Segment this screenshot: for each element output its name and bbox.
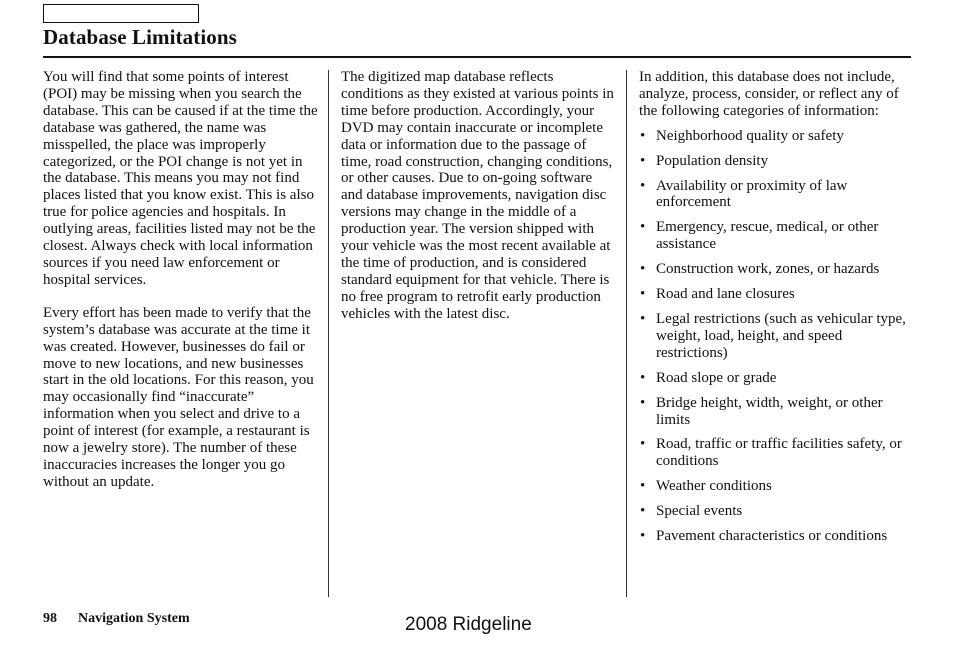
list-item-text: Bridge height, width, weight, or other limits [656,394,883,428]
bullet-icon: • [640,127,646,144]
list-item [639,261,915,278]
list-item [639,436,915,470]
list-item [639,528,915,545]
list-item [639,311,915,362]
footer-model-name: 2008 Ridgeline [405,614,532,635]
paragraph-poi-missing: You will find that some points of interest (POI) may be missing when you search the database. This can be caused if at the time the database was gathered, the name was misspelled, the place was improperly categorized, or the POI change is not yet in the database. This means you may not find places listed that you know exist. This is also true for police agencies and hospitals. In outlying areas, facilities listed may not be the closest. Always check with local information sources if you need law enforcement or hospital services. [43,69,318,288]
paragraph-database-accuracy: Every effort has been made to verify that the system’s database was accurate at the time it was created. However, businesses do fail or move to new locations, and new businesses start in the old locations. For this reason, you may occasionally find “inaccurate” information when you select and drive to a point of interest (for example, a restaurant is now a jewelry store). The number of these inaccuracies increases the longer you go without an update. [43,304,314,490]
column-3 [639,69,915,553]
list-item [639,219,915,253]
list-item [639,503,915,520]
bullet-icon: • [640,369,646,386]
list-item-text: Population density [656,152,769,169]
page-title: Database Limitations [43,25,237,49]
bullet-icon: • [640,436,646,453]
bullet-icon: • [640,478,646,495]
title-divider [43,56,911,58]
bullet-icon: • [640,310,646,327]
list-item-text: Road slope or grade [656,369,777,386]
list-item-text: Weather conditions [656,478,772,495]
list-item-text: Special events [656,503,743,520]
bullet-icon: • [640,503,646,520]
list-item-text: Pavement characteristics or conditions [656,528,888,545]
list-item-text: Road, traffic or traffic facilities safety, or conditions [656,436,902,470]
footer-section-title: Navigation System [78,611,190,626]
bullet-icon: • [640,152,646,169]
list-item-text: Emergency, rescue, medical, or other assistance [656,219,879,253]
column-1 [43,69,323,491]
list-item-text: Neighborhood quality or safety [656,127,844,144]
bullet-icon: • [640,219,646,236]
list-item [639,395,915,429]
list-item-text: Construction work, zones, or hazards [656,261,880,278]
page-number: 98 [43,611,57,626]
list-item [639,286,915,303]
bullet-icon: • [640,177,646,194]
list-item-text: Legal restrictions (such as vehicular type, weight, load, height, and speed restrictions) [656,310,906,361]
list-item-text: Road and lane closures [656,286,795,303]
bullet-icon: • [640,261,646,278]
list-item-text: Availability or proximity of law enforcement [656,177,848,211]
list-item [639,178,915,212]
paragraph-map-database: The digitized map database reflects conditions as they existed at various points in time before production. Accordingly, your DVD may contain inaccurate or incomplete data or information due to the passage of time, road construction, changing conditions, or other causes. Due to on-going software and database improvements, navigation disc versions may change in the middle of a production year. The version shipped with your vehicle was the most recent available at the time of production, and is considered standard equipment for that vehicle. There is no free program to retrofit early production vehicles with the latest disc. [341,69,614,322]
list-item [639,128,915,145]
list-item [639,153,915,170]
list-item [639,370,915,387]
list-item [639,478,915,495]
excluded-categories-list [639,128,915,545]
column-divider-2 [626,70,627,597]
column-divider-1 [328,70,329,597]
bullet-icon: • [640,394,646,411]
bullet-icon: • [640,286,646,303]
header-tab-box [43,4,199,23]
column-2 [341,69,617,323]
bullet-icon: • [640,528,646,545]
paragraph-excluded-intro: In addition, this database does not include, analyze, process, consider, or reflect any of the following categories of information: [639,69,899,119]
